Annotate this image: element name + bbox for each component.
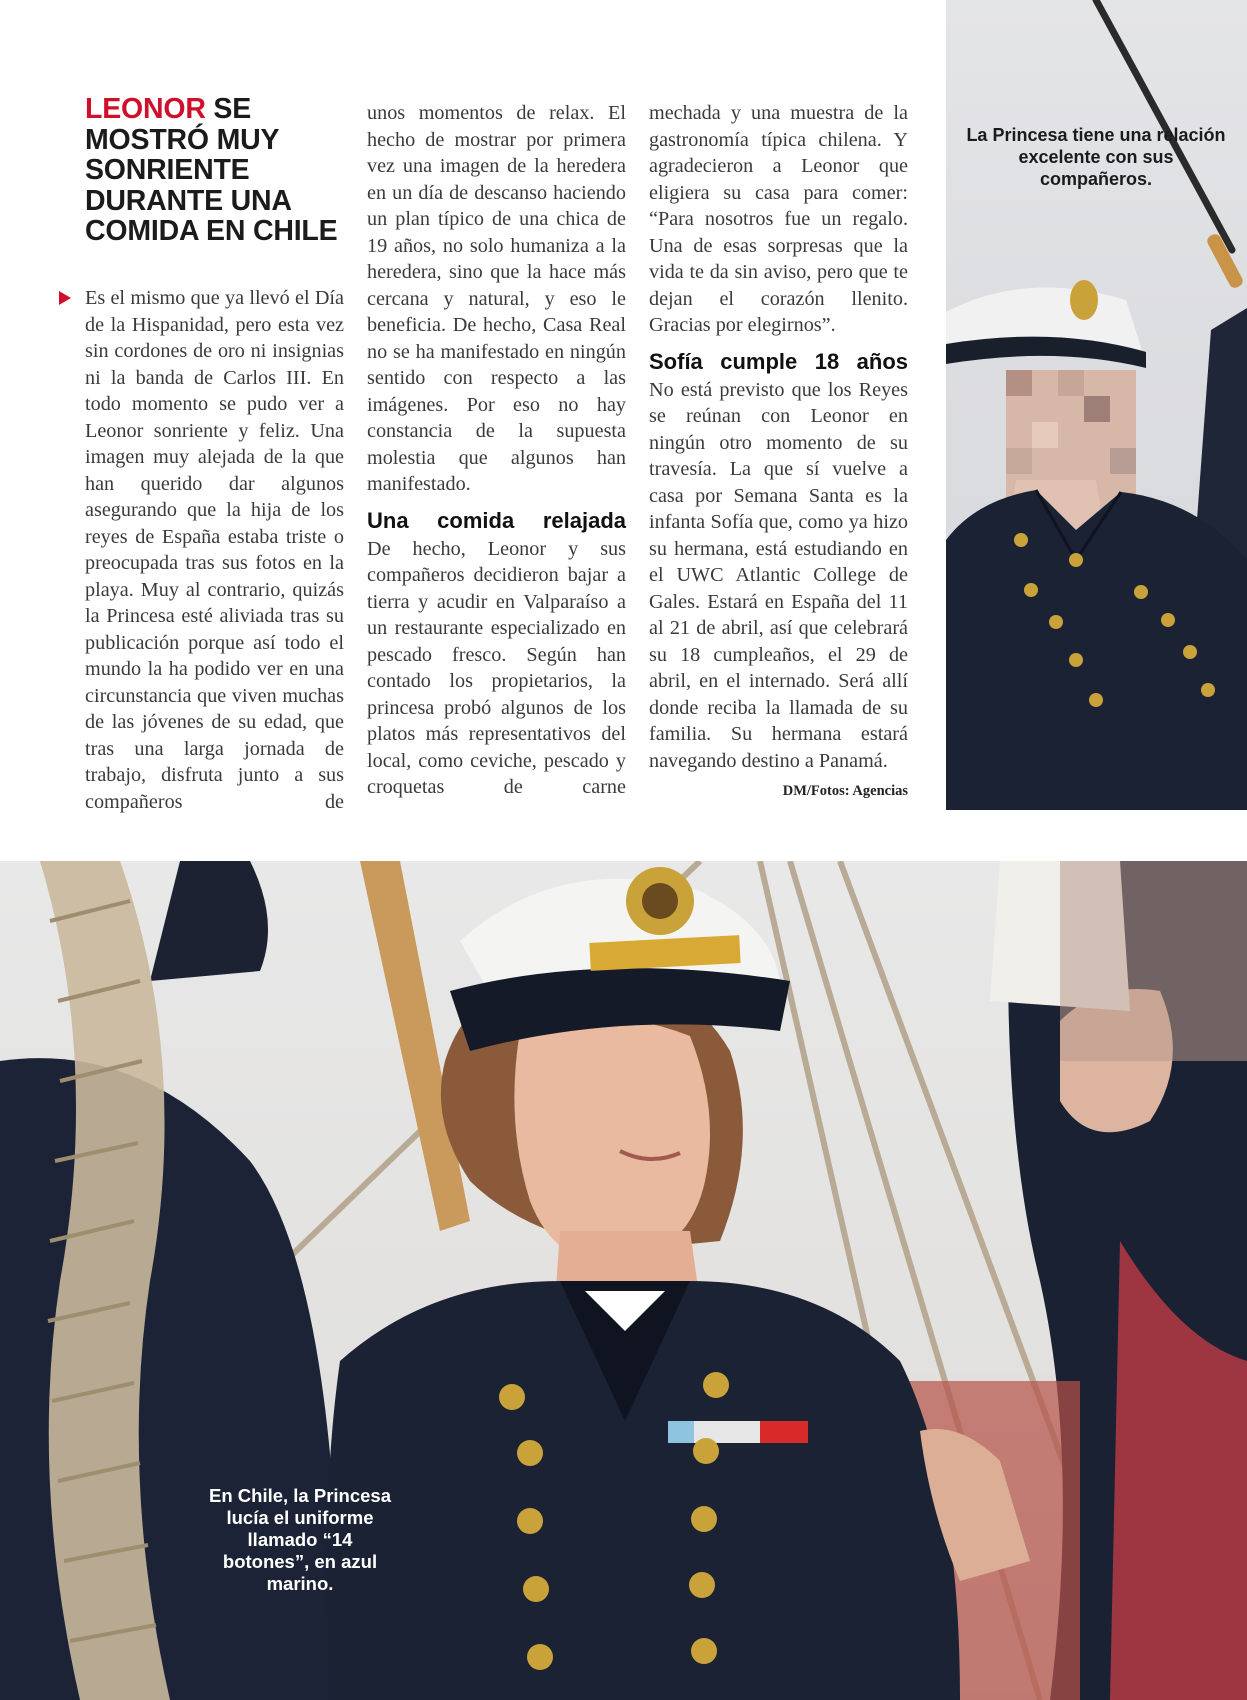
article-column-3 <box>649 100 908 805</box>
body-paragraph: unos momentos de relax. El hecho de mostrar por primera vez una imagen de la heredera en un día de descanso haciendo un plan típico de una chica de 19 años, no solo humaniza a la heredera, sino que la hace más cercana y natural, y eso le beneficia. De hecho, Casa Real no se ha manifestado en ningún sentido con respecto a las imágenes. Por eso no hay constancia de la supuesta molestia que algunos han manifestado. <box>367 102 626 495</box>
photo-caption-bottom: En Chile, la Princesa lucía el uniforme llamado “14 botones”, en azul marino. <box>209 1485 391 1594</box>
headline-highlight: LEONOR <box>85 93 206 125</box>
photo-bottom-illustration <box>0 861 1247 1700</box>
photo-top-illustration <box>946 0 1247 810</box>
article-headline <box>85 94 355 247</box>
body-paragraph: De hecho, Leonor y sus compañeros decidieron bajar a tierra y acudir en Valparaíso a un restaurante especializado en pescado fresco. Según han contado los propietarios, la princesa probó algunos de los platos más representativos del local, como ceviche, pescado y croquetas de carne <box>367 537 626 798</box>
body-paragraph: No está previsto que los Reyes se reúnan con Leonor en ningún otro momento de su travesía. La que sí vuelve a casa por Semana Santa es la infanta Sofía que, como ya hizo su hermana, está estudiando en el UWC Atlantic College de Gales. Estará en España del 11 al 21 de abril, así que celebrará su 18 cumpleaños, el 29 de abril, en el internado. Será allí donde reciba la llamada de su familia. Su hermana estará navegando destino a Panamá. <box>649 378 908 772</box>
headline-rest: SE MOSTRÓ MUY SONRIENTE DURANTE UNA COMIDA EN CHILE <box>85 93 338 247</box>
body-paragraph: mechada y una muestra de la gastronomía típica chilena. Y agradecieron a Leonor que eligiera su casa para comer: “Para nosotros fue un regalo. Una de esas sorpresas que la vida te da sin aviso, pero que te dejan el corazón llenito. Gracias por elegirnos”. <box>649 102 908 336</box>
photo-caption-top: La Princesa tiene una relación excelente con sus compañeros. <box>966 125 1226 189</box>
subheading-sofia: Sofía cumple 18 años <box>649 348 908 374</box>
subheading-comida: Una comida relajada <box>367 507 626 533</box>
photo-princess-in-uniform <box>0 861 1247 1700</box>
article-column-2 <box>367 100 626 801</box>
body-paragraph: Es el mismo que ya llevó el Día de la Hispanidad, pero esta vez sin cordones de oro ni insignias ni la banda de Carlos III. En todo momento se pudo ver a Leonor sonriente y feliz. Una imagen muy alejada de la que han querido dar algunos asegurando que la hija de los reyes de España estaba triste o preocupada tras sus fotos en la playa. Muy al contrario, quizás la Princesa esté aliviada tras su publicación porque así todo el mundo la ha podido ver en una circunstancia que viven muchas de las jóvenes de su edad, que tras una larga jornada de trabajo, disfruta junto a sus compañeros de <box>85 287 344 813</box>
article-column-1 <box>85 285 344 815</box>
photo-credit: DM/Fotos: Agencias <box>782 783 908 799</box>
photo-princess-with-companions <box>946 0 1247 810</box>
red-triangle-bullet-icon <box>59 291 71 305</box>
